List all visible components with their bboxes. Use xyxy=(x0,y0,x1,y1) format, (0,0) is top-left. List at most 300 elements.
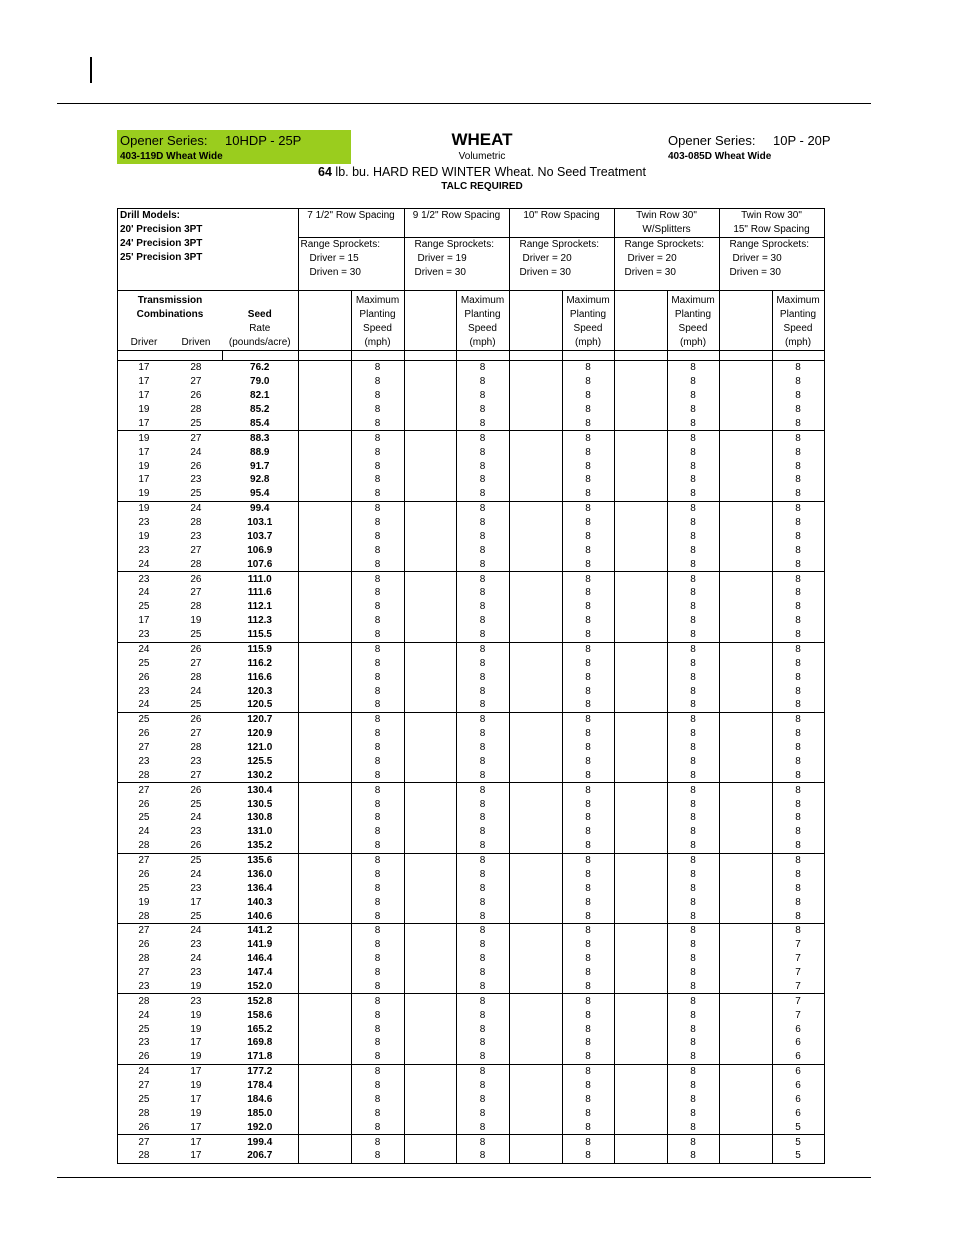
blank-cell xyxy=(404,811,456,825)
planting-label: Planting xyxy=(359,309,396,320)
driven-cell: 25 xyxy=(190,798,202,810)
max-speed-header xyxy=(667,291,719,351)
speed-9-5-cell: 8 xyxy=(456,966,509,980)
speed-7-5-cell: 8 xyxy=(351,1050,404,1064)
blank-cell xyxy=(298,712,351,726)
blank-cell xyxy=(404,783,456,797)
right-series-value: 10P - 20P xyxy=(773,133,831,148)
blank-cell xyxy=(719,924,772,938)
speed-9-5-cell: 8 xyxy=(456,909,509,923)
speed-7-5-cell: 8 xyxy=(351,1022,404,1036)
speed-9-5-cell: 8 xyxy=(456,1079,509,1093)
max-label: Maximum xyxy=(460,295,505,306)
blank-cell xyxy=(719,1120,772,1134)
driver-cell: 26 xyxy=(118,797,170,811)
blank-cell xyxy=(614,924,667,938)
blank-cell xyxy=(509,431,562,445)
speed-9-5-cell: 8 xyxy=(456,768,509,782)
blank-cell xyxy=(614,389,667,403)
blank-cell xyxy=(298,1120,351,1134)
speed-10-cell: 8 xyxy=(562,530,614,544)
driven-cell: 19 xyxy=(170,980,222,994)
speed-twin-splitters-cell: 8 xyxy=(667,1120,719,1134)
speed-twin-splitters-cell: 8 xyxy=(667,431,719,445)
blank-cell xyxy=(509,741,562,755)
blank-cell xyxy=(509,1149,562,1163)
speed-10-cell: 8 xyxy=(562,445,614,459)
blank-cell xyxy=(298,1093,351,1107)
transmission-header xyxy=(118,291,223,351)
driver-cell: 25 xyxy=(118,1022,170,1036)
speed-twin-splitters-cell: 8 xyxy=(667,1064,719,1078)
blank-cell xyxy=(404,543,456,557)
blank-cell xyxy=(404,572,456,586)
seed-rate-cell: 121.0 xyxy=(222,741,298,755)
speed-10-cell: 8 xyxy=(562,741,614,755)
range-driven: Driven = 30 xyxy=(729,267,781,278)
driver-cell: 28 xyxy=(118,1106,170,1120)
blank-cell xyxy=(404,628,456,642)
table-row xyxy=(118,895,825,909)
blank-cell xyxy=(298,586,351,600)
blank-cell xyxy=(404,473,456,487)
blank-cell xyxy=(298,403,351,417)
driven-cell: 17 xyxy=(190,1136,202,1148)
speed-9-5-cell: 8 xyxy=(456,684,509,698)
speed-label: Speed xyxy=(363,323,392,334)
driven-cell: 23 xyxy=(190,826,202,838)
speed-twin-15-cell: 8 xyxy=(772,600,824,614)
blank-cell xyxy=(719,572,772,586)
speed-twin-15-cell: 8 xyxy=(772,755,824,769)
blank-cell xyxy=(404,1022,456,1036)
blank-cell xyxy=(509,698,562,712)
planting-label: Planting xyxy=(464,309,501,320)
speed-twin-15-cell: 7 xyxy=(772,966,824,980)
blank-cell xyxy=(614,403,667,417)
driver-cell: 19 xyxy=(118,487,170,501)
speed-9-5-cell: 8 xyxy=(456,670,509,684)
blank-cell xyxy=(404,600,456,614)
blank-cell xyxy=(614,670,667,684)
speed-10-cell: 8 xyxy=(562,1135,614,1149)
speed-9-5-cell: 8 xyxy=(456,445,509,459)
table-row xyxy=(118,712,825,726)
speed-10-cell: 8 xyxy=(562,994,614,1008)
blank-cell xyxy=(298,361,351,375)
drill-model-item: 25' Precision 3PT xyxy=(120,252,203,263)
blank-cell xyxy=(614,1008,667,1022)
speed-9-5-cell: 8 xyxy=(456,628,509,642)
blank-cell xyxy=(614,1135,667,1149)
speed-7-5-cell: 8 xyxy=(351,389,404,403)
speed-7-5-cell: 8 xyxy=(351,853,404,867)
speed-7-5-cell: 8 xyxy=(351,530,404,544)
seed-rate-cell: 147.4 xyxy=(222,966,298,980)
speed-9-5-cell: 8 xyxy=(456,501,509,515)
speed-twin-splitters-cell: 8 xyxy=(667,924,719,938)
speed-9-5-cell: 8 xyxy=(456,656,509,670)
speed-7-5-cell: 8 xyxy=(351,1106,404,1120)
driven-cell: 27 xyxy=(190,728,202,740)
speed-10-cell: 8 xyxy=(562,628,614,642)
driven-cell: 26 xyxy=(190,643,202,655)
speed-7-5-cell: 8 xyxy=(351,698,404,712)
speed-10-cell: 8 xyxy=(562,656,614,670)
speed-twin-15-cell: 8 xyxy=(772,431,824,445)
table-row xyxy=(118,586,825,600)
range-driver: Driver = 19 xyxy=(417,253,467,264)
speed-10-cell: 8 xyxy=(562,839,614,853)
blank-cell xyxy=(614,755,667,769)
table-row xyxy=(118,487,825,501)
blank-cell xyxy=(404,1008,456,1022)
blank-cell xyxy=(614,487,667,501)
driven-cell: 28 xyxy=(190,742,202,754)
table-row xyxy=(118,473,825,487)
table-row xyxy=(118,614,825,628)
driver-cell: 26 xyxy=(118,868,170,882)
driven-cell: 19 xyxy=(190,1107,202,1119)
driven-cell: 19 xyxy=(190,1080,202,1092)
blank-cell xyxy=(719,1149,772,1163)
speed-10-cell: 8 xyxy=(562,361,614,375)
blank-cell xyxy=(404,375,456,389)
rate-label: Rate xyxy=(249,323,271,334)
blank-cell xyxy=(404,586,456,600)
speed-9-5-cell: 8 xyxy=(456,600,509,614)
speed-twin-splitters-cell: 8 xyxy=(667,445,719,459)
driver-cell: 23 xyxy=(118,543,170,557)
table-row xyxy=(118,642,825,656)
speed-10-cell: 8 xyxy=(562,1106,614,1120)
blank-cell xyxy=(719,755,772,769)
driven-cell: 25 xyxy=(170,909,222,923)
blank-cell xyxy=(509,403,562,417)
table-row xyxy=(118,952,825,966)
speed-10-cell: 8 xyxy=(562,487,614,501)
speed-7-5-cell: 8 xyxy=(351,1120,404,1134)
speed-twin-splitters-cell: 8 xyxy=(667,741,719,755)
table-row xyxy=(118,417,825,431)
blank-cell xyxy=(509,797,562,811)
blank-cell xyxy=(719,543,772,557)
speed-9-5-cell: 8 xyxy=(456,741,509,755)
speed-9-5-cell: 8 xyxy=(456,530,509,544)
driver-cell: 25 xyxy=(118,712,170,726)
blank-cell xyxy=(614,1079,667,1093)
speed-10-cell: 8 xyxy=(562,712,614,726)
speed-twin-splitters-cell: 8 xyxy=(667,825,719,839)
blank-cell xyxy=(719,768,772,782)
speed-twin-splitters-cell: 8 xyxy=(667,557,719,571)
blank-cell xyxy=(614,501,667,515)
speed-twin-15-cell: 8 xyxy=(772,684,824,698)
seed-rate-cell: 103.7 xyxy=(222,530,298,544)
speed-10-cell: 8 xyxy=(562,431,614,445)
driver-cell: 24 xyxy=(118,642,170,656)
blank-cell xyxy=(404,487,456,501)
table-row xyxy=(118,459,825,473)
blank-cell xyxy=(719,1036,772,1050)
blank-cell xyxy=(298,909,351,923)
seed-rate-cell: 136.4 xyxy=(222,881,298,895)
blank-cell xyxy=(404,1036,456,1050)
driver-cell: 19 xyxy=(118,530,170,544)
driver-cell: 27 xyxy=(118,741,170,755)
footer-rule xyxy=(57,1177,871,1178)
page-margin-bar xyxy=(90,57,92,83)
driven-cell: 19 xyxy=(190,1023,202,1035)
blank-cell xyxy=(298,881,351,895)
spacer-cell xyxy=(614,291,667,351)
speed-10-cell: 8 xyxy=(562,909,614,923)
speed-9-5-cell: 8 xyxy=(456,403,509,417)
blank-cell xyxy=(509,825,562,839)
driven-cell: 27 xyxy=(190,376,202,388)
blank-cell xyxy=(614,727,667,741)
speed-9-5-cell: 8 xyxy=(456,1135,509,1149)
speed-7-5-cell: 8 xyxy=(351,1135,404,1149)
blank-cell xyxy=(404,839,456,853)
max-label: Maximum xyxy=(671,295,715,306)
speed-twin-splitters-cell: 8 xyxy=(667,403,719,417)
speed-twin-splitters-cell: 8 xyxy=(667,895,719,909)
blank-cell xyxy=(509,670,562,684)
blank-cell xyxy=(298,684,351,698)
blank-cell xyxy=(719,839,772,853)
blank-cell xyxy=(298,628,351,642)
speed-twin-splitters-cell: 8 xyxy=(667,994,719,1008)
range-driver: Driver = 15 xyxy=(309,253,359,264)
speed-7-5-cell: 8 xyxy=(351,431,404,445)
speed-9-5-cell: 8 xyxy=(456,1149,509,1163)
speed-10-cell: 8 xyxy=(562,727,614,741)
table-row xyxy=(118,403,825,417)
speed-twin-splitters-cell: 8 xyxy=(667,783,719,797)
blank-cell xyxy=(404,1120,456,1134)
blank-cell xyxy=(719,994,772,1008)
blank-cell xyxy=(404,755,456,769)
driven-cell: 24 xyxy=(190,503,202,515)
blank-cell xyxy=(719,445,772,459)
table-row xyxy=(118,1149,825,1163)
spacer-row xyxy=(118,351,825,361)
speed-10-cell: 8 xyxy=(562,670,614,684)
blank-cell xyxy=(509,600,562,614)
seed-rate-cell: 107.6 xyxy=(222,557,298,571)
blank-cell xyxy=(404,952,456,966)
seed-rate-cell: 177.2 xyxy=(222,1064,298,1078)
speed-9-5-cell: 8 xyxy=(456,1064,509,1078)
speed-twin-splitters-cell: 8 xyxy=(667,1022,719,1036)
blank-cell xyxy=(298,543,351,557)
blank-cell xyxy=(509,1008,562,1022)
seed-rate-cell: 111.0 xyxy=(222,572,298,586)
blank-cell xyxy=(614,375,667,389)
speed-7-5-cell: 8 xyxy=(351,1064,404,1078)
speed-twin-15-cell: 8 xyxy=(772,741,824,755)
blank-cell xyxy=(298,741,351,755)
blank-cell xyxy=(614,712,667,726)
blank-cell xyxy=(509,909,562,923)
driver-cell: 24 xyxy=(118,825,170,839)
speed-7-5-cell: 8 xyxy=(351,1079,404,1093)
speed-twin-15-cell: 7 xyxy=(772,980,824,994)
blank-cell xyxy=(719,501,772,515)
spacing-header-10 xyxy=(509,209,614,291)
blank-cell xyxy=(404,924,456,938)
mph-label: (mph) xyxy=(364,337,391,348)
driver-cell: 23 xyxy=(118,755,170,769)
blank-cell xyxy=(509,572,562,586)
blank-cell xyxy=(298,375,351,389)
speed-twin-splitters-cell: 8 xyxy=(667,473,719,487)
blank-cell xyxy=(298,853,351,867)
driven-cell: 27 xyxy=(190,544,202,556)
blank-cell xyxy=(404,670,456,684)
speed-10-cell: 8 xyxy=(562,895,614,909)
blank-cell xyxy=(719,375,772,389)
speed-9-5-cell: 8 xyxy=(456,375,509,389)
driver-cell: 27 xyxy=(118,853,170,867)
driven-cell: 24 xyxy=(190,953,202,965)
speed-7-5-cell: 8 xyxy=(351,1149,404,1163)
table-row xyxy=(118,868,825,882)
speed-10-cell: 8 xyxy=(562,557,614,571)
speed-9-5-cell: 8 xyxy=(456,952,509,966)
speed-twin-splitters-cell: 8 xyxy=(667,572,719,586)
table-row xyxy=(118,1093,825,1107)
blank-cell xyxy=(298,1022,351,1036)
seed-rate-cell: 199.4 xyxy=(222,1135,298,1149)
speed-9-5-cell: 8 xyxy=(456,1093,509,1107)
table-row xyxy=(118,839,825,853)
table-row xyxy=(118,670,825,684)
speed-twin-15-cell: 6 xyxy=(772,1093,824,1107)
blank-cell xyxy=(614,698,667,712)
blank-cell xyxy=(509,1036,562,1050)
speed-twin-15-cell: 7 xyxy=(772,1008,824,1022)
mph-label: (mph) xyxy=(574,337,602,348)
driven-cell: 17 xyxy=(170,1120,222,1134)
blank-cell xyxy=(404,938,456,952)
blank-cell xyxy=(614,628,667,642)
speed-7-5-cell: 8 xyxy=(351,741,404,755)
speed-twin-splitters-cell: 8 xyxy=(667,1093,719,1107)
driver-cell: 26 xyxy=(118,670,170,684)
driven-cell: 17 xyxy=(190,1066,202,1078)
blank-cell xyxy=(509,684,562,698)
speed-twin-15-cell: 8 xyxy=(772,909,824,923)
blank-cell xyxy=(614,586,667,600)
speed-7-5-cell: 8 xyxy=(351,417,404,431)
speed-twin-15-cell: 8 xyxy=(772,516,824,530)
driven-cell: 28 xyxy=(190,601,202,613)
blank-cell xyxy=(298,557,351,571)
blank-cell xyxy=(614,783,667,797)
speed-10-cell: 8 xyxy=(562,881,614,895)
speed-twin-splitters-cell: 8 xyxy=(667,656,719,670)
blank-cell xyxy=(614,938,667,952)
speed-7-5-cell: 8 xyxy=(351,557,404,571)
blank-cell xyxy=(298,938,351,952)
blank-cell xyxy=(614,825,667,839)
driven-cell: 27 xyxy=(190,587,202,599)
blank-cell xyxy=(719,431,772,445)
blank-cell xyxy=(719,1135,772,1149)
max-label: Maximum xyxy=(355,295,400,306)
blank-cell xyxy=(404,530,456,544)
driver-cell: 19 xyxy=(118,431,170,445)
speed-twin-15-cell: 6 xyxy=(772,1050,824,1064)
table-row xyxy=(118,1008,825,1022)
blank-cell xyxy=(719,1093,772,1107)
speed-9-5-cell: 8 xyxy=(456,895,509,909)
blank-cell xyxy=(298,755,351,769)
speed-10-cell: 8 xyxy=(562,868,614,882)
spacing-header-7-5 xyxy=(298,209,404,291)
speed-twin-15-cell: 8 xyxy=(772,811,824,825)
seed-rate-cell: 130.5 xyxy=(222,797,298,811)
speed-twin-splitters-cell: 8 xyxy=(667,389,719,403)
blank-cell xyxy=(509,783,562,797)
blank-cell xyxy=(298,1036,351,1050)
speed-twin-15-cell: 8 xyxy=(772,557,824,571)
speed-twin-splitters-cell: 8 xyxy=(667,417,719,431)
speed-7-5-cell: 8 xyxy=(351,839,404,853)
blank-cell xyxy=(719,952,772,966)
seed-rate-cell: 115.5 xyxy=(222,628,298,642)
speed-twin-15-cell: 8 xyxy=(772,459,824,473)
driven-cell: 17 xyxy=(190,896,202,908)
table-row xyxy=(118,501,825,515)
driver-cell: 23 xyxy=(118,980,170,994)
speed-10-cell: 8 xyxy=(562,543,614,557)
driver-cell: 23 xyxy=(118,684,170,698)
speed-twin-15-cell: 6 xyxy=(772,1079,824,1093)
driven-cell: 26 xyxy=(190,784,202,796)
blank-cell xyxy=(719,741,772,755)
driver-cell: 28 xyxy=(118,994,170,1008)
speed-7-5-cell: 8 xyxy=(351,1036,404,1050)
speed-7-5-cell: 8 xyxy=(351,473,404,487)
blank-cell xyxy=(509,459,562,473)
speed-9-5-cell: 8 xyxy=(456,698,509,712)
blank-cell xyxy=(509,853,562,867)
speed-10-cell: 8 xyxy=(562,1079,614,1093)
blank-cell xyxy=(719,727,772,741)
driver-cell: 24 xyxy=(118,557,170,571)
speed-twin-splitters-cell: 8 xyxy=(667,980,719,994)
driven-cell: 28 xyxy=(190,671,202,683)
spacer-cell xyxy=(298,291,351,351)
blank-cell xyxy=(404,1079,456,1093)
table-row xyxy=(118,825,825,839)
speed-twin-splitters-cell: 8 xyxy=(667,1106,719,1120)
blank-cell xyxy=(298,783,351,797)
blank-cell xyxy=(614,1149,667,1163)
blank-cell xyxy=(509,868,562,882)
blank-cell xyxy=(509,1064,562,1078)
speed-10-cell: 8 xyxy=(562,1064,614,1078)
table-row xyxy=(118,1022,825,1036)
table-row xyxy=(118,431,825,445)
blank-cell xyxy=(404,966,456,980)
seed-rate-cell: 135.2 xyxy=(222,839,298,853)
blank-cell xyxy=(298,1079,351,1093)
range-driven: Driven = 30 xyxy=(519,267,571,278)
